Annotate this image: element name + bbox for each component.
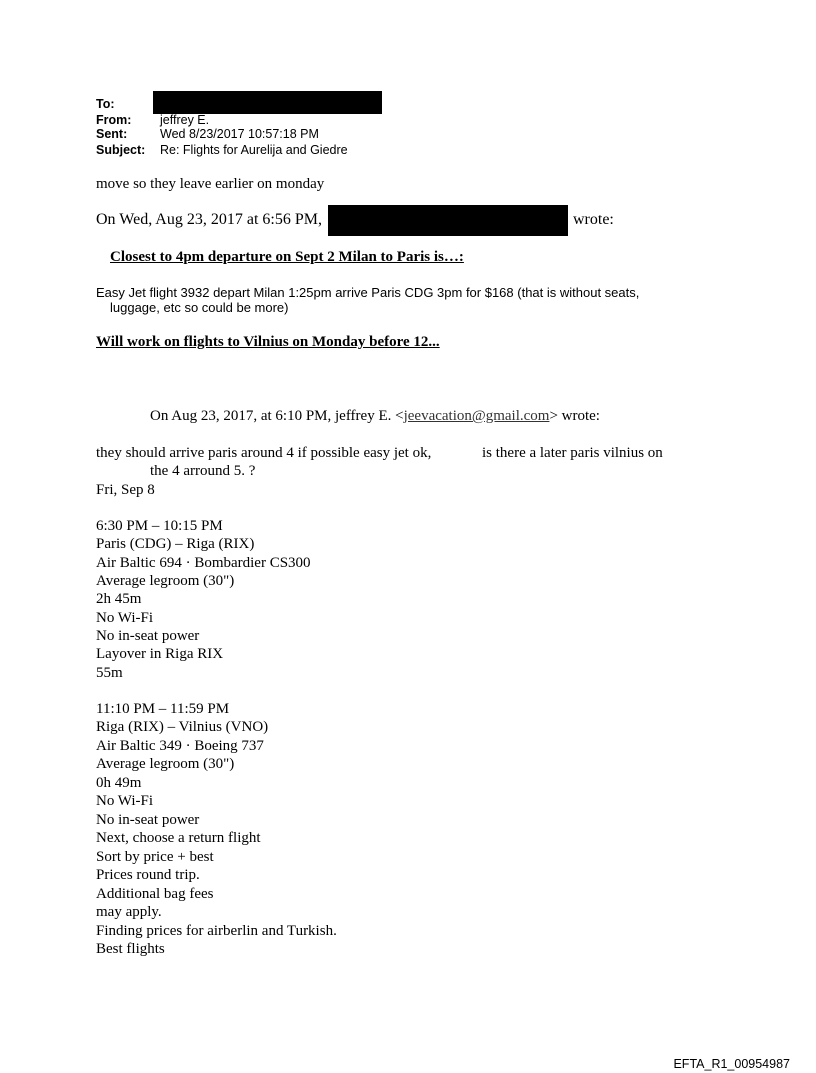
email-link[interactable]: jeevacation@gmail.com xyxy=(403,408,550,424)
quote1-prefix: On Wed, Aug 23, 2017 at 6:56 PM, xyxy=(96,211,322,228)
quote2-line xyxy=(150,407,600,425)
flight2-line: 11:10 PM – 11:59 PM xyxy=(96,701,230,717)
from-label: From: xyxy=(96,113,132,127)
to-label: To: xyxy=(96,97,115,111)
flight2-line: Riga (RIX) – Vilnius (VNO) xyxy=(96,719,269,735)
flight1-line: No Wi-Fi xyxy=(96,610,154,626)
flight1-line: Layover in Riga RIX xyxy=(96,646,224,662)
flight1-line: 6:30 PM – 10:15 PM xyxy=(96,518,223,534)
closest-heading: Closest to 4pm departure on Sept 2 Milan to Paris is…: xyxy=(110,249,464,265)
flight2-line: Air Baltic 349 · Boeing 737 xyxy=(96,738,264,754)
flight2-line: Finding prices for airberlin and Turkish. xyxy=(96,923,337,939)
easyjet-line-1: Easy Jet flight 3932 depart Milan 1:25pm arrive Paris CDG 3pm for $168 (that is without seats, xyxy=(96,285,640,300)
flight1-line: Average legroom (30") xyxy=(96,573,235,589)
flight2-line: No Wi-Fi xyxy=(96,793,154,809)
subject-label: Subject: xyxy=(96,143,146,157)
sent-value: Wed 8/23/2017 10:57:18 PM xyxy=(160,127,319,141)
reply-line: move so they leave earlier on monday xyxy=(96,176,325,192)
from-row xyxy=(96,113,209,127)
subject-row xyxy=(96,143,348,157)
arrive-line-2: the 4 arround 5. ? xyxy=(150,463,256,479)
date-line: Fri, Sep 8 xyxy=(96,482,155,498)
flight2-line: Average legroom (30") xyxy=(96,756,235,772)
sent-row xyxy=(96,127,319,141)
redaction-bar xyxy=(328,205,568,236)
arrive-line-1a: they should arrive paris around 4 if possible easy jet ok, xyxy=(96,445,432,461)
flight2-line: Prices round trip. xyxy=(96,867,200,883)
flight2-line: may apply. xyxy=(96,904,162,920)
flight2-line: Next, choose a return flight xyxy=(96,830,261,846)
subject-value: Re: Flights for Aurelija and Giedre xyxy=(160,143,348,157)
easyjet-line-2: luggage, etc so could be more) xyxy=(110,300,289,315)
flight1-line: No in-seat power xyxy=(96,628,200,644)
flight1-line: 55m xyxy=(96,665,123,681)
flight2-line: Sort by price + best xyxy=(96,849,214,865)
flight2-line: No in-seat power xyxy=(96,812,200,828)
redaction-bar xyxy=(153,91,382,114)
vilnius-heading: Will work on flights to Vilnius on Monday before 12... xyxy=(96,334,440,350)
from-value: jeffrey E. xyxy=(160,113,210,127)
flight2-line: Best flights xyxy=(96,941,165,957)
flight1-line: Air Baltic 694 · Bombardier CS300 xyxy=(96,555,311,571)
quote2-prefix: On Aug 23, 2017, at 6:10 PM, jeffrey E. < xyxy=(150,408,404,424)
quote2-suffix: > wrote: xyxy=(549,408,600,424)
arrive-line-1b: is there a later paris vilnius on xyxy=(482,445,663,461)
flight1-line: 2h 45m xyxy=(96,591,142,607)
to-row xyxy=(96,97,160,111)
document-id: EFTA_R1_00954987 xyxy=(673,1057,790,1071)
quote1-suffix: wrote: xyxy=(573,211,614,228)
flight1-line: Paris (CDG) – Riga (RIX) xyxy=(96,536,255,552)
flight2-line: Additional bag fees xyxy=(96,886,214,902)
sent-label: Sent: xyxy=(96,127,128,141)
flight2-line: 0h 49m xyxy=(96,775,142,791)
